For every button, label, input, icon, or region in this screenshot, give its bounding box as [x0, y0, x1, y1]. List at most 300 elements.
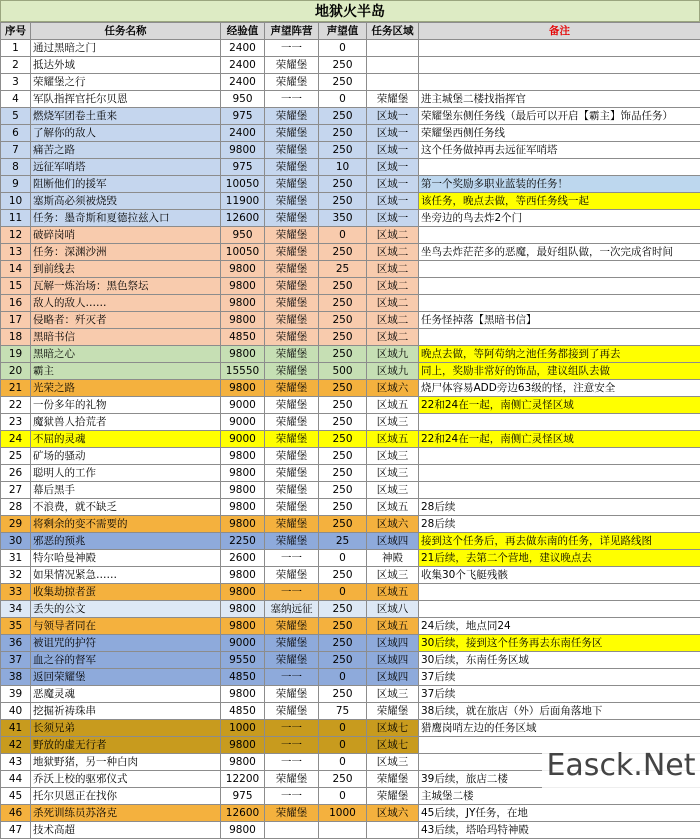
cell-rep: 250 [319, 380, 367, 397]
cell-fac: 荣耀堡 [265, 652, 319, 669]
cell-no: 3 [1, 74, 31, 91]
cell-fac: 一一 [265, 584, 319, 601]
cell-exp: 9800 [221, 448, 265, 465]
cell-name: 黑暗书信 [31, 329, 221, 346]
cell-area [367, 57, 419, 74]
cell-exp: 9800 [221, 686, 265, 703]
cell-fac: 荣耀堡 [265, 635, 319, 652]
cell-exp: 950 [221, 227, 265, 244]
cell-no: 29 [1, 516, 31, 533]
cell-name: 乔沃上校的驱邪仪式 [31, 771, 221, 788]
cell-name: 远征军哨塔 [31, 159, 221, 176]
cell-rem: 30后续，东南任务区域 [419, 652, 700, 669]
cell-exp: 9800 [221, 482, 265, 499]
cell-no: 38 [1, 669, 31, 686]
table-row [1, 414, 700, 431]
cell-name: 杀死训练员苏洛克 [31, 805, 221, 822]
cell-rem: 38后续，就在旅店（外）后面角落地下 [419, 703, 700, 720]
cell-exp: 9800 [221, 822, 265, 839]
cell-rem [419, 159, 700, 176]
table-row [1, 278, 700, 295]
cell-rep: 10 [319, 159, 367, 176]
table-row [1, 465, 700, 482]
cell-no: 1 [1, 40, 31, 57]
cell-name: 托尔贝恩正在找你 [31, 788, 221, 805]
table-row [1, 431, 700, 448]
cell-exp: 9800 [221, 278, 265, 295]
table-row [1, 788, 700, 805]
cell-rem [419, 584, 700, 601]
cell-exp: 9800 [221, 142, 265, 159]
cell-fac: 荣耀堡 [265, 499, 319, 516]
cell-fac: 荣耀堡 [265, 346, 319, 363]
cell-no: 26 [1, 465, 31, 482]
cell-rem [419, 40, 700, 57]
cell-rem: 39后续，旅店二楼 [419, 771, 700, 788]
cell-fac [265, 822, 319, 839]
cell-no: 19 [1, 346, 31, 363]
table-row [1, 159, 700, 176]
cell-area: 区域一 [367, 125, 419, 142]
cell-name: 返回荣耀堡 [31, 669, 221, 686]
table-row [1, 40, 700, 57]
cell-no: 22 [1, 397, 31, 414]
cell-exp: 9800 [221, 499, 265, 516]
table-row [1, 822, 700, 839]
cell-area [367, 40, 419, 57]
cell-rep: 250 [319, 176, 367, 193]
cell-name: 魔狱兽人拾荒者 [31, 414, 221, 431]
quest-table [0, 22, 700, 839]
cell-rem: 37后续 [419, 686, 700, 703]
cell-area: 区域三 [367, 754, 419, 771]
table-row [1, 686, 700, 703]
cell-name: 任务：深渊沙洲 [31, 244, 221, 261]
cell-no: 41 [1, 720, 31, 737]
cell-rem: 该任务，晚点去做，等西任务线一起 [419, 193, 700, 210]
cell-no: 14 [1, 261, 31, 278]
cell-area: 区域八 [367, 601, 419, 618]
cell-no: 7 [1, 142, 31, 159]
cell-rem: 这个任务做掉再去远征军哨塔 [419, 142, 700, 159]
cell-exp: 975 [221, 159, 265, 176]
cell-exp: 2600 [221, 550, 265, 567]
cell-rep: 1000 [319, 805, 367, 822]
table-row [1, 618, 700, 635]
cell-fac: 一一 [265, 669, 319, 686]
cell-fac: 荣耀堡 [265, 567, 319, 584]
cell-no: 12 [1, 227, 31, 244]
cell-name: 将剩余的变不需要的 [31, 516, 221, 533]
table-row [1, 533, 700, 550]
cell-fac: 塞纳远征 [265, 601, 319, 618]
cell-area: 区域二 [367, 278, 419, 295]
cell-rep: 350 [319, 210, 367, 227]
cell-rem: 猎鹰岗哨左边的任务区域 [419, 720, 700, 737]
cell-fac: 一一 [265, 788, 319, 805]
cell-area: 区域五 [367, 499, 419, 516]
cell-no: 24 [1, 431, 31, 448]
cell-exp: 9000 [221, 431, 265, 448]
cell-exp: 2250 [221, 533, 265, 550]
cell-fac: 一一 [265, 550, 319, 567]
cell-fac: 一一 [265, 91, 319, 108]
table-row [1, 346, 700, 363]
cell-fac: 荣耀堡 [265, 363, 319, 380]
cell-rem: 37后续 [419, 669, 700, 686]
cell-area: 荣耀堡 [367, 91, 419, 108]
cell-exp: 12600 [221, 805, 265, 822]
table-row [1, 108, 700, 125]
cell-rep: 0 [319, 227, 367, 244]
cell-fac: 荣耀堡 [265, 261, 319, 278]
cell-area: 区域三 [367, 414, 419, 431]
cell-rem: 坐旁边的鸟去炸2个门 [419, 210, 700, 227]
cell-rep: 250 [319, 244, 367, 261]
cell-area: 区域九 [367, 363, 419, 380]
cell-no: 34 [1, 601, 31, 618]
table-row [1, 448, 700, 465]
table-row [1, 652, 700, 669]
table-row [1, 482, 700, 499]
header-remark: 备注 [419, 23, 700, 40]
cell-exp: 9800 [221, 346, 265, 363]
cell-rem [419, 414, 700, 431]
cell-rem: 同上，奖励非常好的饰品，建议组队去做 [419, 363, 700, 380]
cell-fac: 荣耀堡 [265, 57, 319, 74]
table-row [1, 601, 700, 618]
table-row [1, 125, 700, 142]
cell-rem: 21后续，去第二个营地，建议晚点去 [419, 550, 700, 567]
cell-exp: 15550 [221, 363, 265, 380]
cell-exp: 9800 [221, 567, 265, 584]
table-row [1, 805, 700, 822]
cell-exp: 9800 [221, 737, 265, 754]
cell-area: 区域四 [367, 669, 419, 686]
cell-fac: 荣耀堡 [265, 312, 319, 329]
cell-rep: 25 [319, 261, 367, 278]
cell-no: 10 [1, 193, 31, 210]
cell-area [367, 822, 419, 839]
cell-exp: 9800 [221, 618, 265, 635]
cell-rem [419, 74, 700, 91]
cell-fac: 荣耀堡 [265, 329, 319, 346]
cell-exp: 9800 [221, 312, 265, 329]
cell-no: 30 [1, 533, 31, 550]
cell-rem: 收集30个飞艇残骸 [419, 567, 700, 584]
table-row [1, 363, 700, 380]
cell-exp: 10050 [221, 176, 265, 193]
table-row [1, 176, 700, 193]
cell-no: 21 [1, 380, 31, 397]
cell-rep: 250 [319, 329, 367, 346]
cell-area: 区域七 [367, 720, 419, 737]
cell-rem [419, 278, 700, 295]
cell-exp: 950 [221, 91, 265, 108]
cell-exp: 2400 [221, 40, 265, 57]
cell-rep: 0 [319, 788, 367, 805]
cell-exp: 9800 [221, 516, 265, 533]
cell-no: 40 [1, 703, 31, 720]
cell-area [367, 74, 419, 91]
table-body [1, 40, 700, 839]
cell-name: 通过黑暗之门 [31, 40, 221, 57]
header-row [1, 23, 700, 40]
cell-rem [419, 295, 700, 312]
cell-rep: 250 [319, 771, 367, 788]
cell-rep: 250 [319, 448, 367, 465]
cell-rep: 250 [319, 567, 367, 584]
cell-name: 霸主 [31, 363, 221, 380]
cell-fac: 荣耀堡 [265, 108, 319, 125]
cell-rep: 250 [319, 142, 367, 159]
table-row [1, 210, 700, 227]
cell-name: 丢失的公文 [31, 601, 221, 618]
table-row [1, 669, 700, 686]
cell-area: 荣耀堡 [367, 771, 419, 788]
cell-area: 区域四 [367, 533, 419, 550]
table-row [1, 720, 700, 737]
cell-exp: 4850 [221, 703, 265, 720]
cell-rep: 250 [319, 516, 367, 533]
cell-name: 荣耀堡之行 [31, 74, 221, 91]
cell-name: 塞斯高必须被烧毁 [31, 193, 221, 210]
cell-name: 敌人的敌人…… [31, 295, 221, 312]
cell-no: 9 [1, 176, 31, 193]
cell-fac: 荣耀堡 [265, 516, 319, 533]
cell-rep: 250 [319, 635, 367, 652]
cell-name: 不屈的灵魂 [31, 431, 221, 448]
cell-rep: 250 [319, 278, 367, 295]
cell-rem [419, 601, 700, 618]
cell-area: 区域二 [367, 244, 419, 261]
cell-rem: 30后续，接到这个任务再去东南任务区 [419, 635, 700, 652]
cell-rep: 0 [319, 737, 367, 754]
cell-area: 区域六 [367, 805, 419, 822]
cell-exp: 9000 [221, 635, 265, 652]
cell-name: 黑暗之心 [31, 346, 221, 363]
cell-area: 区域三 [367, 465, 419, 482]
cell-area: 区域三 [367, 482, 419, 499]
cell-rep: 500 [319, 363, 367, 380]
cell-name: 挖掘祈祷珠串 [31, 703, 221, 720]
cell-rep: 250 [319, 346, 367, 363]
cell-area: 区域一 [367, 193, 419, 210]
cell-exp: 1000 [221, 720, 265, 737]
table-row [1, 567, 700, 584]
cell-fac: 荣耀堡 [265, 448, 319, 465]
cell-name: 瓦解一炼治场：黑色祭坛 [31, 278, 221, 295]
cell-area: 区域七 [367, 737, 419, 754]
cell-rem [419, 329, 700, 346]
cell-rem: 荣耀堡东侧任务线（最后可以开启【霸主】饰品任务） [419, 108, 700, 125]
cell-no: 42 [1, 737, 31, 754]
cell-no: 20 [1, 363, 31, 380]
cell-rem: 43后续，塔哈玛特神殿 [419, 822, 700, 839]
cell-rem [419, 465, 700, 482]
cell-exp: 12200 [221, 771, 265, 788]
cell-rem: 第一个奖励多职业蓝装的任务！ [419, 176, 700, 193]
cell-area: 区域二 [367, 329, 419, 346]
cell-exp: 9000 [221, 397, 265, 414]
cell-fac: 荣耀堡 [265, 227, 319, 244]
cell-area: 区域六 [367, 380, 419, 397]
cell-name: 地狱野猪，另一种白肉 [31, 754, 221, 771]
table-row [1, 584, 700, 601]
cell-no: 5 [1, 108, 31, 125]
cell-fac: 一一 [265, 754, 319, 771]
cell-no: 44 [1, 771, 31, 788]
table-row [1, 703, 700, 720]
table-row [1, 516, 700, 533]
cell-rep: 250 [319, 125, 367, 142]
table-row [1, 550, 700, 567]
cell-fac: 荣耀堡 [265, 414, 319, 431]
cell-no: 43 [1, 754, 31, 771]
cell-no: 36 [1, 635, 31, 652]
cell-rep: 250 [319, 652, 367, 669]
cell-rem: 任务怪掉落【黑暗书信】 [419, 312, 700, 329]
cell-fac: 荣耀堡 [265, 74, 319, 91]
cell-area: 区域二 [367, 261, 419, 278]
cell-rep: 250 [319, 431, 367, 448]
table-row [1, 380, 700, 397]
cell-name: 破碎岗哨 [31, 227, 221, 244]
cell-name: 任务：墨奇斯和夏德拉兹入口 [31, 210, 221, 227]
cell-no: 32 [1, 567, 31, 584]
cell-area: 区域三 [367, 686, 419, 703]
cell-rep: 250 [319, 108, 367, 125]
table-row [1, 397, 700, 414]
cell-rem: 进主城堡二楼找指挥官 [419, 91, 700, 108]
cell-fac: 一一 [265, 720, 319, 737]
cell-no: 28 [1, 499, 31, 516]
cell-name: 阻断他们的援军 [31, 176, 221, 193]
cell-rep: 250 [319, 465, 367, 482]
cell-rep: 250 [319, 601, 367, 618]
cell-exp: 2400 [221, 74, 265, 91]
table-row [1, 57, 700, 74]
cell-name: 不浪费，就不缺乏 [31, 499, 221, 516]
cell-area: 区域三 [367, 567, 419, 584]
cell-no: 33 [1, 584, 31, 601]
cell-rem: 坐鸟去炸茫茫多的恶魔，最好组队做，一次完成省时间 [419, 244, 700, 261]
cell-area: 区域四 [367, 652, 419, 669]
cell-exp: 9550 [221, 652, 265, 669]
cell-area: 荣耀堡 [367, 788, 419, 805]
cell-rem: 45后续，JY任务，在地 [419, 805, 700, 822]
cell-rem: 烧尸体容易ADD旁边63级的怪，注意安全 [419, 380, 700, 397]
cell-fac: 荣耀堡 [265, 125, 319, 142]
cell-exp: 4850 [221, 669, 265, 686]
cell-exp: 9000 [221, 414, 265, 431]
cell-exp: 2400 [221, 57, 265, 74]
table-row [1, 635, 700, 652]
cell-area: 区域五 [367, 397, 419, 414]
cell-rep: 25 [319, 533, 367, 550]
cell-rep: 250 [319, 295, 367, 312]
cell-rem [419, 227, 700, 244]
cell-name: 技术高超 [31, 822, 221, 839]
cell-no: 13 [1, 244, 31, 261]
cell-area: 荣耀堡 [367, 703, 419, 720]
cell-fac: 荣耀堡 [265, 397, 319, 414]
sheet-title: 地狱火半岛 [0, 0, 700, 22]
cell-area: 区域一 [367, 142, 419, 159]
cell-name: 侵略者：歼灭者 [31, 312, 221, 329]
cell-fac: 荣耀堡 [265, 805, 319, 822]
cell-no: 23 [1, 414, 31, 431]
cell-area: 区域二 [367, 227, 419, 244]
cell-rep: 250 [319, 414, 367, 431]
table-row [1, 227, 700, 244]
cell-rem [419, 261, 700, 278]
cell-fac: 荣耀堡 [265, 482, 319, 499]
cell-fac: 荣耀堡 [265, 176, 319, 193]
cell-exp: 12600 [221, 210, 265, 227]
cell-no: 2 [1, 57, 31, 74]
cell-exp: 9800 [221, 261, 265, 278]
cell-area: 区域一 [367, 210, 419, 227]
cell-no: 18 [1, 329, 31, 346]
cell-name: 到前线去 [31, 261, 221, 278]
cell-fac: 荣耀堡 [265, 703, 319, 720]
cell-fac: 荣耀堡 [265, 686, 319, 703]
cell-rep: 250 [319, 618, 367, 635]
cell-name: 一份多年的礼物 [31, 397, 221, 414]
cell-rem: 主城堡二楼 [419, 788, 700, 805]
cell-fac: 荣耀堡 [265, 618, 319, 635]
cell-fac: 荣耀堡 [265, 278, 319, 295]
cell-exp: 9800 [221, 601, 265, 618]
cell-name: 邪恶的预兆 [31, 533, 221, 550]
cell-fac: 荣耀堡 [265, 142, 319, 159]
cell-no: 37 [1, 652, 31, 669]
cell-exp: 10050 [221, 244, 265, 261]
cell-name: 抵达外域 [31, 57, 221, 74]
cell-area: 区域五 [367, 584, 419, 601]
cell-rep: 250 [319, 397, 367, 414]
cell-fac: 荣耀堡 [265, 210, 319, 227]
cell-exp: 9800 [221, 380, 265, 397]
cell-name: 特尔哈曼神殿 [31, 550, 221, 567]
cell-no: 39 [1, 686, 31, 703]
cell-fac: 荣耀堡 [265, 159, 319, 176]
cell-area: 区域五 [367, 431, 419, 448]
cell-name: 被诅咒的护符 [31, 635, 221, 652]
cell-rep: 250 [319, 499, 367, 516]
cell-name: 聪明人的工作 [31, 465, 221, 482]
cell-no: 16 [1, 295, 31, 312]
cell-area: 区域二 [367, 295, 419, 312]
cell-rem: 晚点去做，等阿苟纳之池任务都接到了再去 [419, 346, 700, 363]
cell-name: 收集劫掠者蛋 [31, 584, 221, 601]
watermark-logo: Easck.Net [542, 742, 700, 790]
table-row [1, 499, 700, 516]
cell-fac: 一一 [265, 737, 319, 754]
cell-rep: 0 [319, 550, 367, 567]
cell-fac: 一一 [265, 40, 319, 57]
header-exp: 经验值 [221, 23, 265, 40]
table-row [1, 312, 700, 329]
cell-name: 野放的虚无行者 [31, 737, 221, 754]
cell-rem: 22和24在一起，南侧亡灵怪区域 [419, 397, 700, 414]
cell-name: 燃烧军团卷土重来 [31, 108, 221, 125]
cell-fac: 荣耀堡 [265, 380, 319, 397]
table-row [1, 261, 700, 278]
cell-rem: 28后续 [419, 499, 700, 516]
cell-no: 47 [1, 822, 31, 839]
